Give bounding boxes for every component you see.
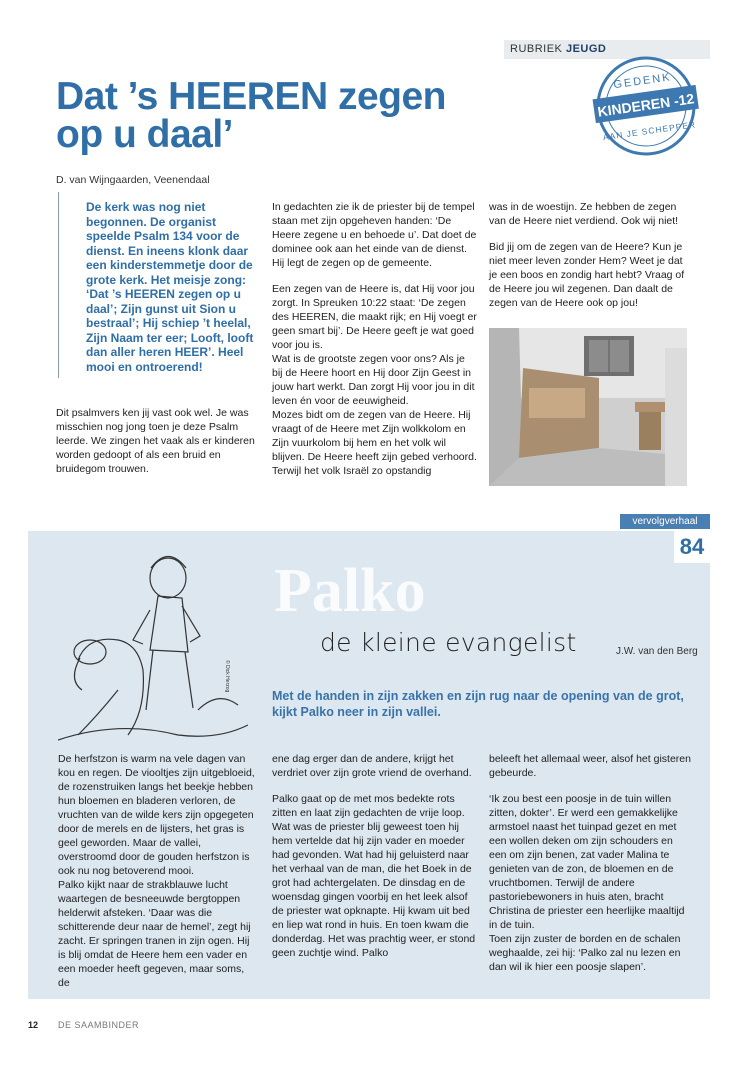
stamp-middle: KINDEREN -12 [596, 90, 696, 120]
intro-divider [58, 192, 59, 378]
magazine-name: DE SAAMBINDER [58, 1020, 140, 1030]
paragraph: ene dag erger dan de andere, krijgt het verdriet over zijn grote vriend de overhand. [272, 753, 472, 779]
episode-number: 84 [674, 531, 710, 563]
stamp-top: GEDENK [612, 71, 673, 92]
story-column-2 [272, 752, 476, 972]
serial-tag: vervolgverhaal [620, 514, 710, 529]
story-author: J.W. van den Berg [616, 646, 698, 657]
story-column-3 [489, 752, 691, 974]
paragraph: Toen zijn zuster de borden en de schalen weghaalde, zei hij: ‘Palko zal nu lezen en dan wil ik hier een poosje slapen’. [489, 933, 681, 973]
paragraph: Palko kijkt naar de strakblauwe lucht waartegen de besneeuwde bergtoppen helderwit afsteken. ‘Daar was die schitterende deur naar de hemel’, zegt hij zacht. Er springen tranen in zijn ogen. Hij is blij omdat de Heere hem een vader en een moeder heeft gegeven, maar soms, de [58, 879, 251, 989]
section-prefix: RUBRIEK [510, 43, 563, 55]
paragraph: Een zegen van de Heere is, dat Hij voor jou zorgt. In Spreuken 10:22 staat: ‘De zegen des HEEREN, die maakt rijk; en Hij voegt er geen smart bij’. De Heere geeft je wat goed voor jou is. [272, 283, 477, 351]
paragraph: De herfstzon is warm na vele dagen van kou en regen. De viooltjes zijn uitgebloeid, de rozenstruiken langs het beekje hebben hun bloemen en bladeren verloren, de vruchten van de wilde kers zijn opgegeten door de merels en de lijsters, het gras is geel geworden. Maar de vallei, overstroomd door de gouden herfstzon is ook nu nog betoverend mooi. [58, 753, 255, 877]
paragraph: ‘Ik zou best een poosje in de tuin willen zitten, dokter’. Er werd een gemakkelijke armstoel naast het tuinpad gezet en met een wollen deken om zijn schouders en een om zijn benen, zat vader Malina te genieten van de zon, de bloemen en de vruchtbomen. Terwijl de andere pastoriebewoners in huis aten, bracht Christina de priester een heerlijke maaltijd in de tuin. [489, 793, 685, 931]
paragraph: was in de woestijn. Ze hebben de zegen van de Heere niet verdiend. Ook wij niet! [489, 201, 679, 227]
article-title: Dat ’s HEEREN zegen op u daal’ [56, 75, 446, 156]
story-column-1 [58, 752, 256, 990]
story-subtitle: de kleine evangelist [320, 628, 577, 657]
article-byline: D. van Wijngaarden, Veenendaal [56, 174, 210, 186]
article-column-2 [272, 200, 477, 478]
page-number: 12 [28, 1020, 39, 1030]
article-column-1 [56, 406, 256, 488]
illustration-credit: © Dick Herzog [224, 660, 230, 693]
story-title: Palko [274, 557, 426, 625]
kinderen-stamp-logo [590, 54, 702, 158]
section-name: JEUGD [565, 43, 607, 55]
paragraph: Palko gaat op de met mos bedekte rots zitten en laat zijn gedachten de vrije loop. Wat was de priester blij geweest toen hij hem vertelde dat hij zijn vader en moeder had gevonden. Wat had hij geluisterd naar het verhaal van de man, die het Boek in de grot had achtergelaten. De dinsdag en de woensdag gingen voorbij en het leek alsof de priester wat opknapte. Hij kwam uit bed en liep wat rond in huis. En toen kwam die donderdag. Het was prachtig weer, er stond geen zuchtje wind. Palko [272, 793, 476, 959]
stamp-bottom: AAN JE SCHEPPER [602, 119, 697, 143]
boy-with-dog-illustration [58, 540, 248, 745]
story-lead: Met de handen in zijn zakken en zijn rug naar de opening van de grot, kijkt Palko neer in zijn vallei. [272, 689, 684, 719]
paragraph: Wat is de grootste zegen voor ons? Als je bij de Heere hoort en Hij door Zijn Geest in jouw hart werkt. Dan zorgt Hij voor jou in dit leven én voor de eeuwigheid. [272, 353, 475, 407]
article-intro: De kerk was nog niet begonnen. De organist speelde Psalm 134 voor de dienst. En ineens klonk daar een kinderstemmetje door de grote kerk. Het meisje zong: ‘Dat ’s HEEREN zegen op u daal’; Zijn gunst uit Sion u bestraal’; Hij schiep ’t heelal, Zijn Naam ter eer; Looft, looft dan aller heren HEER’. Heel mooi en ontroerend! [86, 200, 254, 374]
paragraph: Bid jij om de zegen van de Heere? Kun je niet meer leven zonder Hem? Weet je dat je een boos en zondig hart hebt? Vraag of de Heere jou wil zegenen. Dan daalt de zegen van de Heere ook op jou! [489, 241, 685, 309]
paragraph: Mozes bidt om de zegen van de Heere. Hij vraagt of de Heere met Zijn wolkkolom en Zijn vuurkolom bij hem en het volk wil blijven. De Heere heeft zijn gebed verhoord. Terwijl het volk Israël zo opstandig [272, 409, 477, 477]
paragraph: beleeft het allemaal weer, alsof het gisteren gebeurde. [489, 753, 691, 779]
paragraph: Dit psalmvers ken jij vast ook wel. Je was misschien nog jong toen je deze Psalm leerde. We zingen het vaak als er kinderen worden gedoopt of als een bruid en bruidegom trouwen. [56, 407, 255, 475]
church-interior-photo [489, 328, 687, 486]
article-column-3 [489, 200, 689, 322]
paragraph: In gedachten zie ik de priester bij de tempel staan met zijn opgeheven handen: ‘De Heere zegene u en behoede u’. Dat doet de dominee ook aan het einde van de dienst. Hij legt de zegen op de gemeente. [272, 201, 477, 269]
